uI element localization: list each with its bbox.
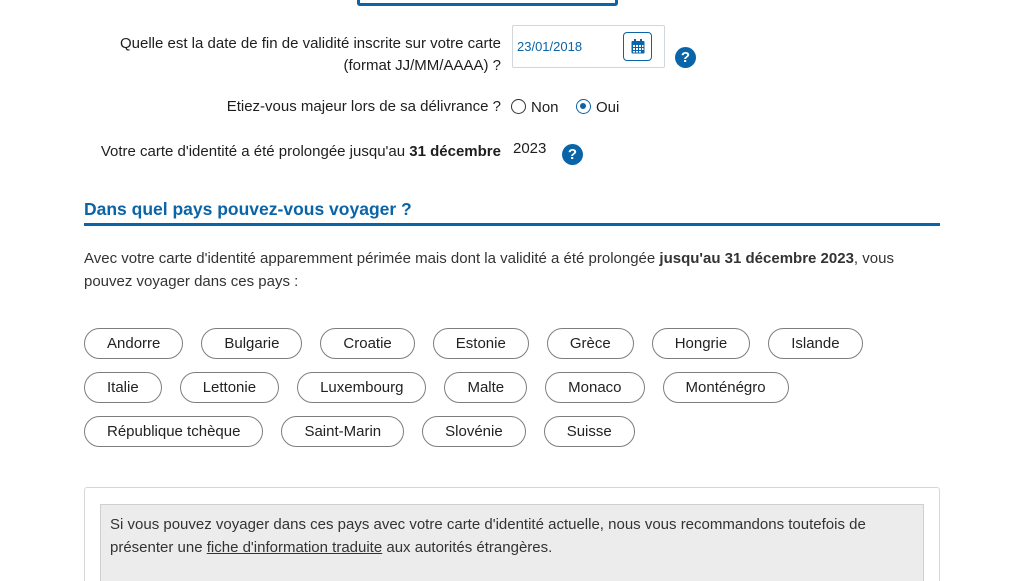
intro-paragraph — [84, 248, 944, 293]
expiry-date-label-line2: (format JJ/MM/AAAA) ? — [343, 57, 501, 74]
country-chip[interactable]: Lettonie — [180, 372, 279, 403]
prolongation-prefix: Votre carte d'identité a été prolongée jusqu'au — [100, 143, 410, 160]
section-title: Dans quel pays pouvez-vous voyager ? — [84, 199, 412, 219]
country-chip[interactable]: Slovénie — [422, 416, 526, 447]
country-chip[interactable]: Andorre — [84, 328, 183, 359]
intro-suffix: , vous pouvez voyager dans ces pays : — [84, 250, 894, 290]
country-chip[interactable]: Estonie — [433, 328, 529, 359]
info-text-suffix: aux autorités étrangères. — [382, 538, 553, 556]
calendar-button[interactable] — [623, 32, 652, 61]
adult-label: Etiez-vous majeur lors de sa délivrance ? — [226, 98, 501, 115]
info-text-prefix: Si vous pouvez voyager dans ces pays avec votre carte d'identité actuelle, nous vous recommandons toutefois de présenter une — [110, 516, 866, 556]
calendar-icon — [631, 39, 645, 54]
expiry-date-value[interactable]: 23/01/2018 — [517, 39, 583, 54]
country-row-2 — [84, 372, 944, 403]
prolongation-year: 2023 — [513, 140, 547, 157]
country-chip[interactable]: Suisse — [544, 416, 635, 447]
country-chip[interactable]: Saint-Marin — [281, 416, 404, 447]
prolongation-label — [101, 141, 501, 163]
expiry-date-input[interactable] — [512, 25, 665, 68]
country-chip[interactable]: Monaco — [545, 372, 644, 403]
country-chip[interactable]: Luxembourg — [297, 372, 426, 403]
radio-non-label[interactable]: Non — [531, 99, 559, 116]
country-list — [84, 328, 944, 460]
previous-section-box — [357, 0, 618, 6]
prolongation-date: 31 décembre — [409, 143, 501, 160]
info-panel — [84, 487, 940, 581]
translated-info-sheet-link[interactable]: fiche d'information traduite — [206, 538, 383, 556]
radio-oui-label[interactable]: Oui — [596, 99, 620, 116]
country-chip[interactable]: Islande — [768, 328, 862, 359]
help-icon[interactable]: ? — [675, 47, 696, 68]
radio-non[interactable] — [511, 99, 526, 114]
country-chip[interactable]: Monténégro — [663, 372, 789, 403]
section-divider — [84, 223, 940, 226]
intro-bold: jusqu'au 31 décembre 2023 — [659, 250, 854, 267]
expiry-date-label — [120, 33, 501, 77]
country-row-1 — [84, 328, 944, 359]
country-chip[interactable]: Malte — [444, 372, 527, 403]
help-icon[interactable]: ? — [562, 144, 583, 165]
country-chip[interactable]: Hongrie — [652, 328, 751, 359]
country-chip[interactable]: Croatie — [320, 328, 414, 359]
info-box — [100, 504, 924, 581]
country-row-3 — [84, 416, 944, 447]
country-chip[interactable]: Bulgarie — [201, 328, 302, 359]
intro-prefix: Avec votre carte d'identité apparemment périmée mais dont la validité a été prolongée — [84, 250, 660, 267]
expiry-date-label-line1: Quelle est la date de fin de validité inscrite sur votre carte — [119, 35, 501, 52]
country-chip[interactable]: Italie — [84, 372, 162, 403]
radio-oui[interactable] — [576, 99, 591, 114]
country-chip[interactable]: Grèce — [547, 328, 634, 359]
country-chip[interactable]: République tchèque — [84, 416, 263, 447]
